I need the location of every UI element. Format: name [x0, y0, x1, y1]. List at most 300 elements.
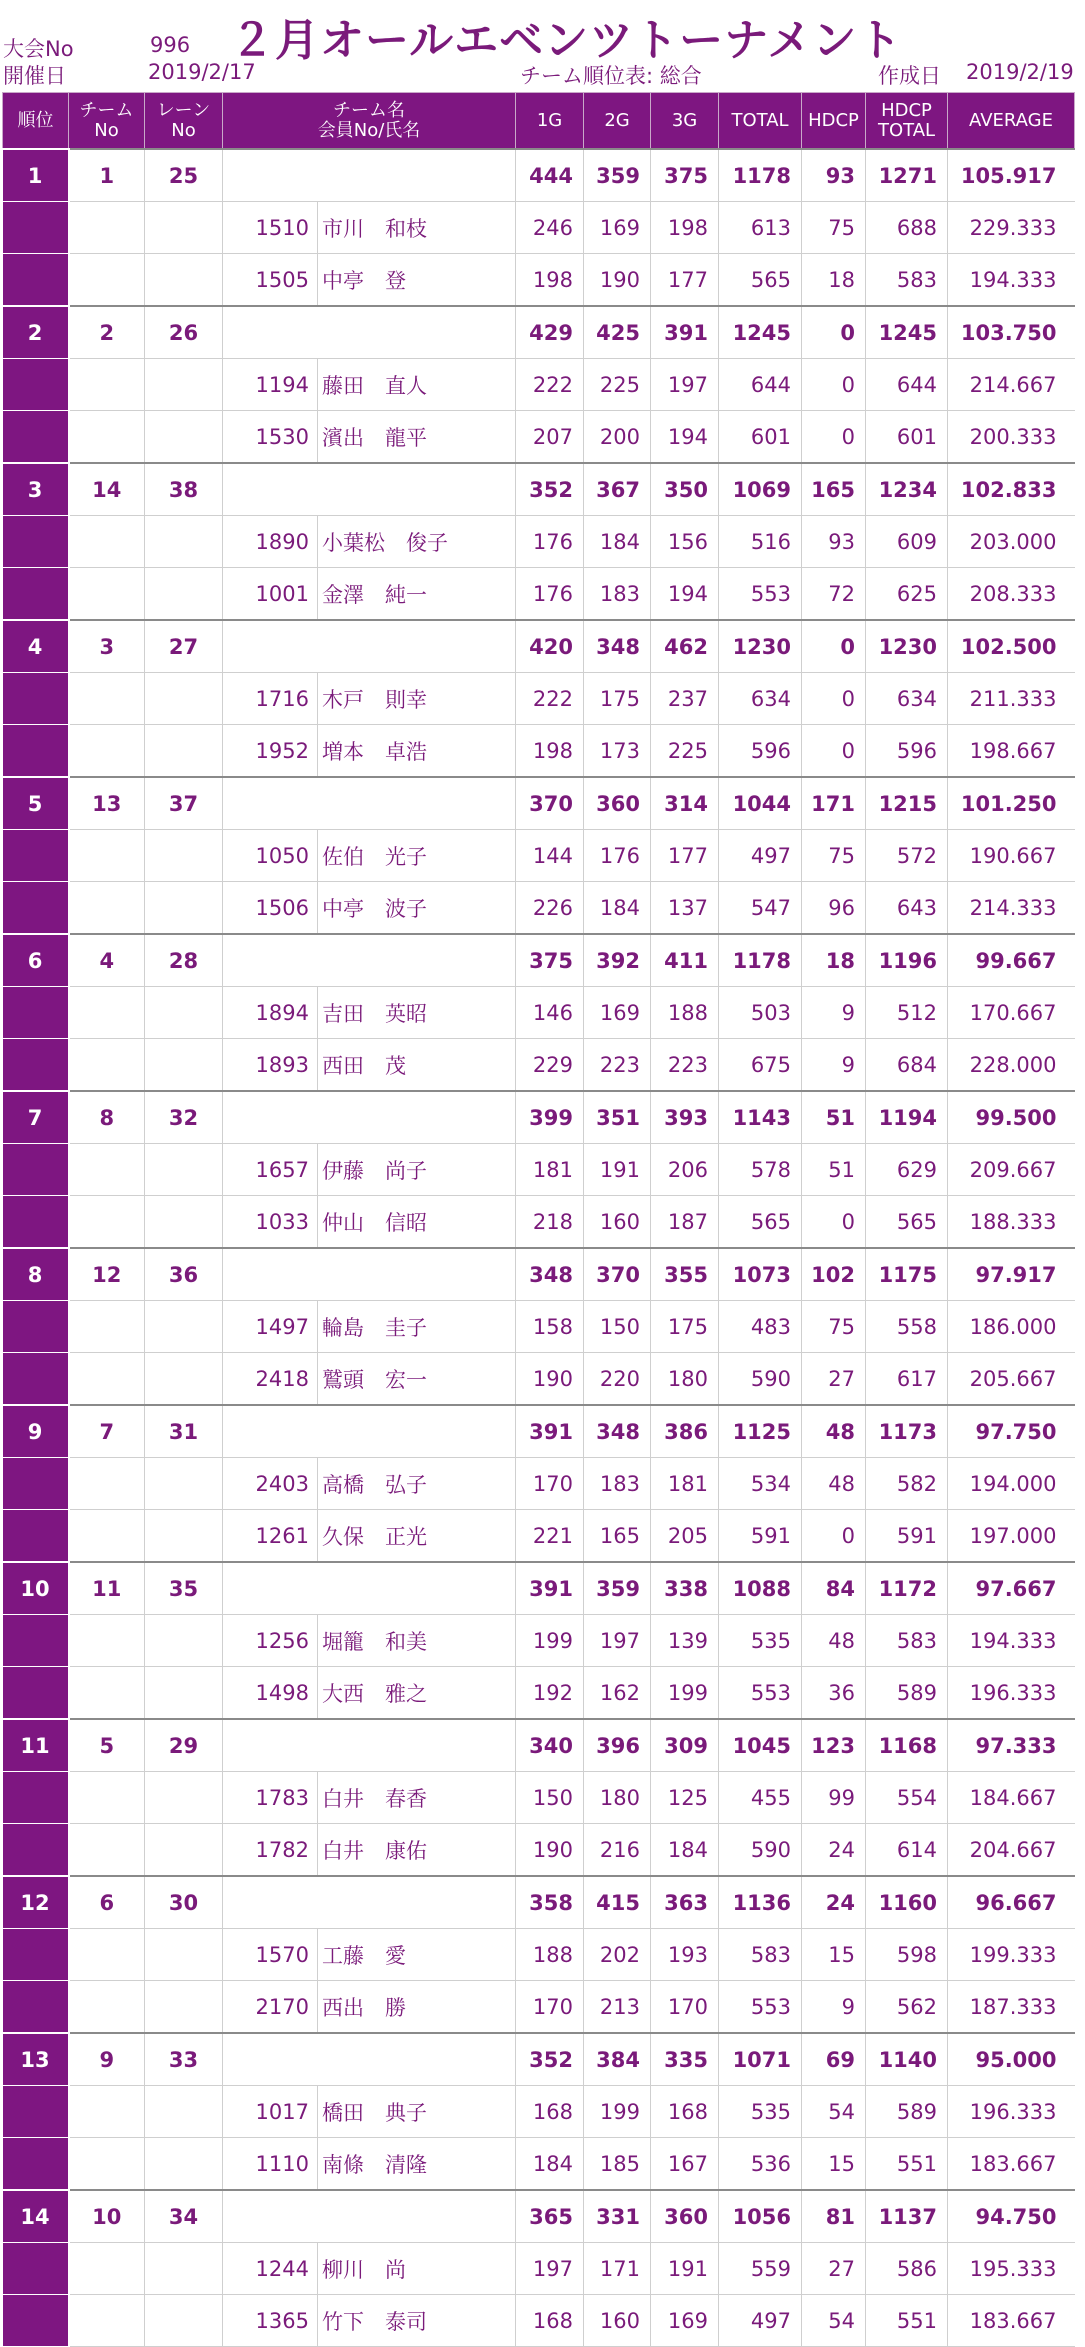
member-no-cell: 1506	[223, 882, 318, 935]
team-no-cell: 9	[69, 2033, 145, 2086]
hdcp-cell: 0	[802, 411, 866, 464]
rank-cell-empty	[3, 987, 69, 1039]
member-row	[3, 254, 1075, 307]
hdcp-cell: 93	[802, 149, 866, 202]
g2-cell: 160	[584, 1196, 651, 1249]
g2-cell: 173	[584, 725, 651, 778]
member-name-cell: 木戸 則幸	[318, 673, 516, 725]
total-cell: 601	[719, 411, 802, 464]
team-no-cell: 2	[69, 306, 145, 359]
total-cell: 1136	[719, 1876, 802, 1929]
average-cell: 194.333	[948, 254, 1075, 307]
hdcp-cell: 75	[802, 830, 866, 882]
rank-cell-empty	[3, 2086, 69, 2138]
g2-cell: 348	[584, 620, 651, 673]
lane-no-cell-empty	[145, 673, 223, 725]
col-hdcp-total: HDCP TOTAL	[866, 93, 948, 150]
report-header	[0, 0, 1085, 92]
lane-no-cell-empty	[145, 2086, 223, 2138]
g2-cell: 171	[584, 2243, 651, 2295]
total-cell: 547	[719, 882, 802, 935]
team-row	[3, 1405, 1075, 1458]
member-row	[3, 1510, 1075, 1563]
g2-cell: 367	[584, 463, 651, 516]
member-row	[3, 1301, 1075, 1353]
total-cell: 503	[719, 987, 802, 1039]
member-no-cell: 1894	[223, 987, 318, 1039]
rank-cell-empty	[3, 1667, 69, 1720]
hdcp-cell: 0	[802, 620, 866, 673]
hdcp-total-cell: 629	[866, 1144, 948, 1196]
g1-cell: 375	[516, 934, 584, 987]
total-cell: 483	[719, 1301, 802, 1353]
average-cell: 96.667	[948, 1876, 1075, 1929]
rank-cell: 9	[3, 1405, 69, 1458]
rank-cell-empty	[3, 516, 69, 568]
hdcp-total-cell: 596	[866, 725, 948, 778]
g1-cell: 340	[516, 1719, 584, 1772]
total-cell: 1245	[719, 306, 802, 359]
g3-cell: 375	[651, 149, 719, 202]
hdcp-cell: 0	[802, 306, 866, 359]
rank-cell: 6	[3, 934, 69, 987]
g2-cell: 348	[584, 1405, 651, 1458]
member-name-cell: 白井 康佑	[318, 1824, 516, 1877]
hdcp-cell: 48	[802, 1405, 866, 1458]
team-no-cell: 10	[69, 2190, 145, 2243]
hdcp-cell: 54	[802, 2295, 866, 2347]
page-title: ２月オールエベンツトーナメント	[230, 15, 903, 66]
team-name-cell	[223, 777, 516, 830]
hdcp-total-cell: 634	[866, 673, 948, 725]
total-cell: 553	[719, 568, 802, 621]
team-no-cell-empty	[69, 411, 145, 464]
total-cell: 535	[719, 2086, 802, 2138]
rank-cell: 7	[3, 1091, 69, 1144]
g1-cell: 391	[516, 1562, 584, 1615]
rank-cell: 8	[3, 1248, 69, 1301]
g3-cell: 139	[651, 1615, 719, 1667]
member-row	[3, 1772, 1075, 1824]
member-name-cell: 濱出 龍平	[318, 411, 516, 464]
member-no-cell: 1017	[223, 2086, 318, 2138]
hdcp-total-cell: 1137	[866, 2190, 948, 2243]
g3-cell: 191	[651, 2243, 719, 2295]
hdcp-cell: 15	[802, 1929, 866, 1981]
g3-cell: 206	[651, 1144, 719, 1196]
lane-no-cell-empty	[145, 987, 223, 1039]
g1-cell: 144	[516, 830, 584, 882]
g1-cell: 246	[516, 202, 584, 254]
average-cell: 97.917	[948, 1248, 1075, 1301]
created-date: 2019/2/19	[966, 60, 1074, 84]
created-label: 作成日	[878, 64, 941, 88]
hdcp-cell: 18	[802, 934, 866, 987]
g2-cell: 331	[584, 2190, 651, 2243]
total-cell: 1178	[719, 149, 802, 202]
hdcp-total-cell: 688	[866, 202, 948, 254]
team-no-cell-empty	[69, 254, 145, 307]
hdcp-total-cell: 1271	[866, 149, 948, 202]
average-cell: 205.667	[948, 1353, 1075, 1406]
member-row	[3, 516, 1075, 568]
g1-cell: 192	[516, 1667, 584, 1720]
lane-no-cell-empty	[145, 882, 223, 935]
rank-cell: 10	[3, 1562, 69, 1615]
hdcp-total-cell: 1245	[866, 306, 948, 359]
member-row	[3, 1929, 1075, 1981]
average-cell: 199.333	[948, 1929, 1075, 1981]
average-cell: 195.333	[948, 2243, 1075, 2295]
average-cell: 209.667	[948, 1144, 1075, 1196]
rank-cell: 3	[3, 463, 69, 516]
total-cell: 455	[719, 1772, 802, 1824]
hdcp-total-cell: 589	[866, 1667, 948, 1720]
team-no-cell-empty	[69, 2243, 145, 2295]
lane-no-cell-empty	[145, 202, 223, 254]
member-no-cell: 1001	[223, 568, 318, 621]
team-name-cell	[223, 1562, 516, 1615]
g2-cell: 162	[584, 1667, 651, 1720]
hdcp-cell: 51	[802, 1091, 866, 1144]
average-cell: 198.667	[948, 725, 1075, 778]
lane-no-cell-empty	[145, 1039, 223, 1092]
lane-no-cell: 28	[145, 934, 223, 987]
g2-cell: 225	[584, 359, 651, 411]
g3-cell: 386	[651, 1405, 719, 1458]
average-cell: 229.333	[948, 202, 1075, 254]
member-row	[3, 1824, 1075, 1877]
member-name-cell: 増本 卓浩	[318, 725, 516, 778]
team-no-cell: 5	[69, 1719, 145, 1772]
g1-cell: 197	[516, 2243, 584, 2295]
rank-cell-empty	[3, 1301, 69, 1353]
g2-cell: 175	[584, 673, 651, 725]
g1-cell: 429	[516, 306, 584, 359]
team-no-cell: 1	[69, 149, 145, 202]
hdcp-total-cell: 1196	[866, 934, 948, 987]
g2-cell: 184	[584, 882, 651, 935]
g1-cell: 168	[516, 2086, 584, 2138]
rank-cell-empty	[3, 1353, 69, 1406]
team-row	[3, 934, 1075, 987]
lane-no-cell: 37	[145, 777, 223, 830]
hdcp-cell: 69	[802, 2033, 866, 2086]
lane-no-cell: 29	[145, 1719, 223, 1772]
hdcp-cell: 0	[802, 1510, 866, 1563]
total-cell: 1056	[719, 2190, 802, 2243]
total-cell: 1045	[719, 1719, 802, 1772]
g3-cell: 170	[651, 1981, 719, 2034]
total-cell: 497	[719, 2295, 802, 2347]
team-row	[3, 2033, 1075, 2086]
g2-cell: 360	[584, 777, 651, 830]
g1-cell: 170	[516, 1981, 584, 2034]
team-no-cell: 12	[69, 1248, 145, 1301]
team-row	[3, 1091, 1075, 1144]
hdcp-total-cell: 617	[866, 1353, 948, 1406]
total-cell: 516	[719, 516, 802, 568]
lane-no-cell-empty	[145, 1929, 223, 1981]
member-no-cell: 1110	[223, 2138, 318, 2191]
g2-cell: 183	[584, 568, 651, 621]
member-name-cell: 橋田 典子	[318, 2086, 516, 2138]
rank-cell-empty	[3, 1929, 69, 1981]
lane-no-cell-empty	[145, 1196, 223, 1249]
lane-no-cell-empty	[145, 411, 223, 464]
hdcp-cell: 0	[802, 673, 866, 725]
team-no-cell-empty	[69, 1353, 145, 1406]
average-cell: 200.333	[948, 411, 1075, 464]
member-no-cell: 1657	[223, 1144, 318, 1196]
hdcp-cell: 75	[802, 202, 866, 254]
g2-cell: 396	[584, 1719, 651, 1772]
team-name-cell	[223, 463, 516, 516]
col-lane-no: レーン No	[145, 93, 223, 150]
team-no-cell: 14	[69, 463, 145, 516]
hdcp-total-cell: 586	[866, 2243, 948, 2295]
g1-cell: 168	[516, 2295, 584, 2347]
member-no-cell: 1783	[223, 1772, 318, 1824]
lane-no-cell-empty	[145, 1667, 223, 1720]
average-cell: 183.667	[948, 2295, 1075, 2347]
total-cell: 583	[719, 1929, 802, 1981]
g1-cell: 170	[516, 1458, 584, 1510]
rank-cell: 13	[3, 2033, 69, 2086]
member-row	[3, 411, 1075, 464]
average-cell: 194.333	[948, 1615, 1075, 1667]
average-cell: 99.500	[948, 1091, 1075, 1144]
g3-cell: 193	[651, 1929, 719, 1981]
team-no-cell-empty	[69, 1196, 145, 1249]
total-cell: 590	[719, 1353, 802, 1406]
team-no-cell-empty	[69, 359, 145, 411]
total-cell: 1073	[719, 1248, 802, 1301]
average-cell: 196.333	[948, 1667, 1075, 1720]
g3-cell: 391	[651, 306, 719, 359]
hdcp-total-cell: 589	[866, 2086, 948, 2138]
g3-cell: 177	[651, 830, 719, 882]
g2-cell: 176	[584, 830, 651, 882]
member-row	[3, 2243, 1075, 2295]
team-no-cell-empty	[69, 1301, 145, 1353]
team-name-cell	[223, 2190, 516, 2243]
rank-cell: 1	[3, 149, 69, 202]
meet-no-label: 大会No	[3, 37, 74, 61]
hdcp-cell: 15	[802, 2138, 866, 2191]
rank-cell-empty	[3, 830, 69, 882]
average-cell: 170.667	[948, 987, 1075, 1039]
g2-cell: 351	[584, 1091, 651, 1144]
g1-cell: 226	[516, 882, 584, 935]
g1-cell: 176	[516, 516, 584, 568]
team-no-cell: 4	[69, 934, 145, 987]
hdcp-total-cell: 609	[866, 516, 948, 568]
g2-cell: 370	[584, 1248, 651, 1301]
team-no-cell-empty	[69, 1772, 145, 1824]
lane-no-cell: 36	[145, 1248, 223, 1301]
team-row	[3, 1876, 1075, 1929]
hdcp-total-cell: 583	[866, 1615, 948, 1667]
member-name-cell: 小葉松 俊子	[318, 516, 516, 568]
rank-cell-empty	[3, 254, 69, 307]
team-row	[3, 1248, 1075, 1301]
hdcp-cell: 51	[802, 1144, 866, 1196]
g3-cell: 223	[651, 1039, 719, 1092]
member-no-cell: 1498	[223, 1667, 318, 1720]
hdcp-total-cell: 601	[866, 411, 948, 464]
hdcp-cell: 24	[802, 1824, 866, 1877]
g3-cell: 237	[651, 673, 719, 725]
hdcp-cell: 72	[802, 568, 866, 621]
rank-cell-empty	[3, 359, 69, 411]
col-rank: 順位	[3, 93, 69, 150]
g1-cell: 218	[516, 1196, 584, 1249]
average-cell: 228.000	[948, 1039, 1075, 1092]
hdcp-total-cell: 1194	[866, 1091, 948, 1144]
rank-cell-empty	[3, 882, 69, 935]
g2-cell: 160	[584, 2295, 651, 2347]
total-cell: 1230	[719, 620, 802, 673]
average-cell: 196.333	[948, 2086, 1075, 2138]
member-row	[3, 2086, 1075, 2138]
average-cell: 186.000	[948, 1301, 1075, 1353]
g2-cell: 213	[584, 1981, 651, 2034]
member-name-cell: 堀籠 和美	[318, 1615, 516, 1667]
g2-cell: 392	[584, 934, 651, 987]
member-name-cell: 西田 茂	[318, 1039, 516, 1092]
rank-cell-empty	[3, 1981, 69, 2034]
member-row	[3, 2138, 1075, 2191]
col-hdcp: HDCP	[802, 93, 866, 150]
member-no-cell: 2418	[223, 1353, 318, 1406]
average-cell: 95.000	[948, 2033, 1075, 2086]
hdcp-cell: 0	[802, 725, 866, 778]
team-row	[3, 2190, 1075, 2243]
g3-cell: 462	[651, 620, 719, 673]
g3-cell: 314	[651, 777, 719, 830]
total-cell: 596	[719, 725, 802, 778]
g3-cell: 355	[651, 1248, 719, 1301]
hdcp-total-cell: 512	[866, 987, 948, 1039]
lane-no-cell-empty	[145, 725, 223, 778]
member-no-cell: 2170	[223, 1981, 318, 2034]
total-cell: 590	[719, 1824, 802, 1877]
member-row	[3, 987, 1075, 1039]
member-row	[3, 202, 1075, 254]
g1-cell: 221	[516, 1510, 584, 1563]
meet-no: 996	[150, 33, 191, 57]
team-no-cell-empty	[69, 1824, 145, 1877]
member-name-cell: 久保 正光	[318, 1510, 516, 1563]
member-row	[3, 568, 1075, 621]
lane-no-cell: 35	[145, 1562, 223, 1615]
hdcp-total-cell: 551	[866, 2295, 948, 2347]
g2-cell: 384	[584, 2033, 651, 2086]
lane-no-cell-empty	[145, 2295, 223, 2347]
g3-cell: 137	[651, 882, 719, 935]
hdcp-total-cell: 1168	[866, 1719, 948, 1772]
total-cell: 536	[719, 2138, 802, 2191]
hdcp-cell: 48	[802, 1458, 866, 1510]
g1-cell: 198	[516, 254, 584, 307]
lane-no-cell-empty	[145, 1615, 223, 1667]
hdcp-cell: 81	[802, 2190, 866, 2243]
col-average: AVERAGE	[948, 93, 1075, 150]
hdcp-cell: 96	[802, 882, 866, 935]
team-no-cell-empty	[69, 516, 145, 568]
average-cell: 203.000	[948, 516, 1075, 568]
member-no-cell: 1497	[223, 1301, 318, 1353]
rank-cell-empty	[3, 1772, 69, 1824]
average-cell: 197.000	[948, 1510, 1075, 1563]
member-name-cell: 藤田 直人	[318, 359, 516, 411]
g3-cell: 360	[651, 2190, 719, 2243]
team-no-cell-empty	[69, 1510, 145, 1563]
hdcp-total-cell: 1140	[866, 2033, 948, 2086]
average-cell: 208.333	[948, 568, 1075, 621]
total-cell: 535	[719, 1615, 802, 1667]
team-no-cell: 6	[69, 1876, 145, 1929]
g3-cell: 125	[651, 1772, 719, 1824]
rank-cell: 5	[3, 777, 69, 830]
hdcp-total-cell: 1215	[866, 777, 948, 830]
team-no-cell: 13	[69, 777, 145, 830]
team-no-cell-empty	[69, 1458, 145, 1510]
hdcp-total-cell: 1172	[866, 1562, 948, 1615]
member-row	[3, 359, 1075, 411]
hdcp-cell: 18	[802, 254, 866, 307]
g2-cell: 202	[584, 1929, 651, 1981]
member-no-cell: 1050	[223, 830, 318, 882]
member-row	[3, 882, 1075, 935]
g2-cell: 150	[584, 1301, 651, 1353]
hdcp-cell: 75	[802, 1301, 866, 1353]
member-row	[3, 725, 1075, 778]
g3-cell: 181	[651, 1458, 719, 1510]
hdcp-cell: 0	[802, 1196, 866, 1249]
rank-cell-empty	[3, 411, 69, 464]
member-name-cell: 南條 清隆	[318, 2138, 516, 2191]
hdcp-cell: 24	[802, 1876, 866, 1929]
team-row	[3, 463, 1075, 516]
team-name-cell	[223, 620, 516, 673]
average-cell: 101.250	[948, 777, 1075, 830]
average-cell: 188.333	[948, 1196, 1075, 1249]
col-g3: 3G	[651, 93, 719, 150]
lane-no-cell-empty	[145, 568, 223, 621]
g1-cell: 348	[516, 1248, 584, 1301]
team-no-cell-empty	[69, 830, 145, 882]
g3-cell: 184	[651, 1824, 719, 1877]
lane-no-cell: 27	[145, 620, 223, 673]
hdcp-total-cell: 554	[866, 1772, 948, 1824]
g2-cell: 190	[584, 254, 651, 307]
hdcp-total-cell: 625	[866, 568, 948, 621]
member-name-cell: 大西 雅之	[318, 1667, 516, 1720]
average-cell: 97.667	[948, 1562, 1075, 1615]
member-row	[3, 1458, 1075, 1510]
g2-cell: 169	[584, 987, 651, 1039]
rank-cell-empty	[3, 1039, 69, 1092]
g3-cell: 393	[651, 1091, 719, 1144]
hdcp-total-cell: 565	[866, 1196, 948, 1249]
team-no-cell: 11	[69, 1562, 145, 1615]
g3-cell: 175	[651, 1301, 719, 1353]
team-no-cell-empty	[69, 1929, 145, 1981]
team-no-cell: 3	[69, 620, 145, 673]
g3-cell: 363	[651, 1876, 719, 1929]
